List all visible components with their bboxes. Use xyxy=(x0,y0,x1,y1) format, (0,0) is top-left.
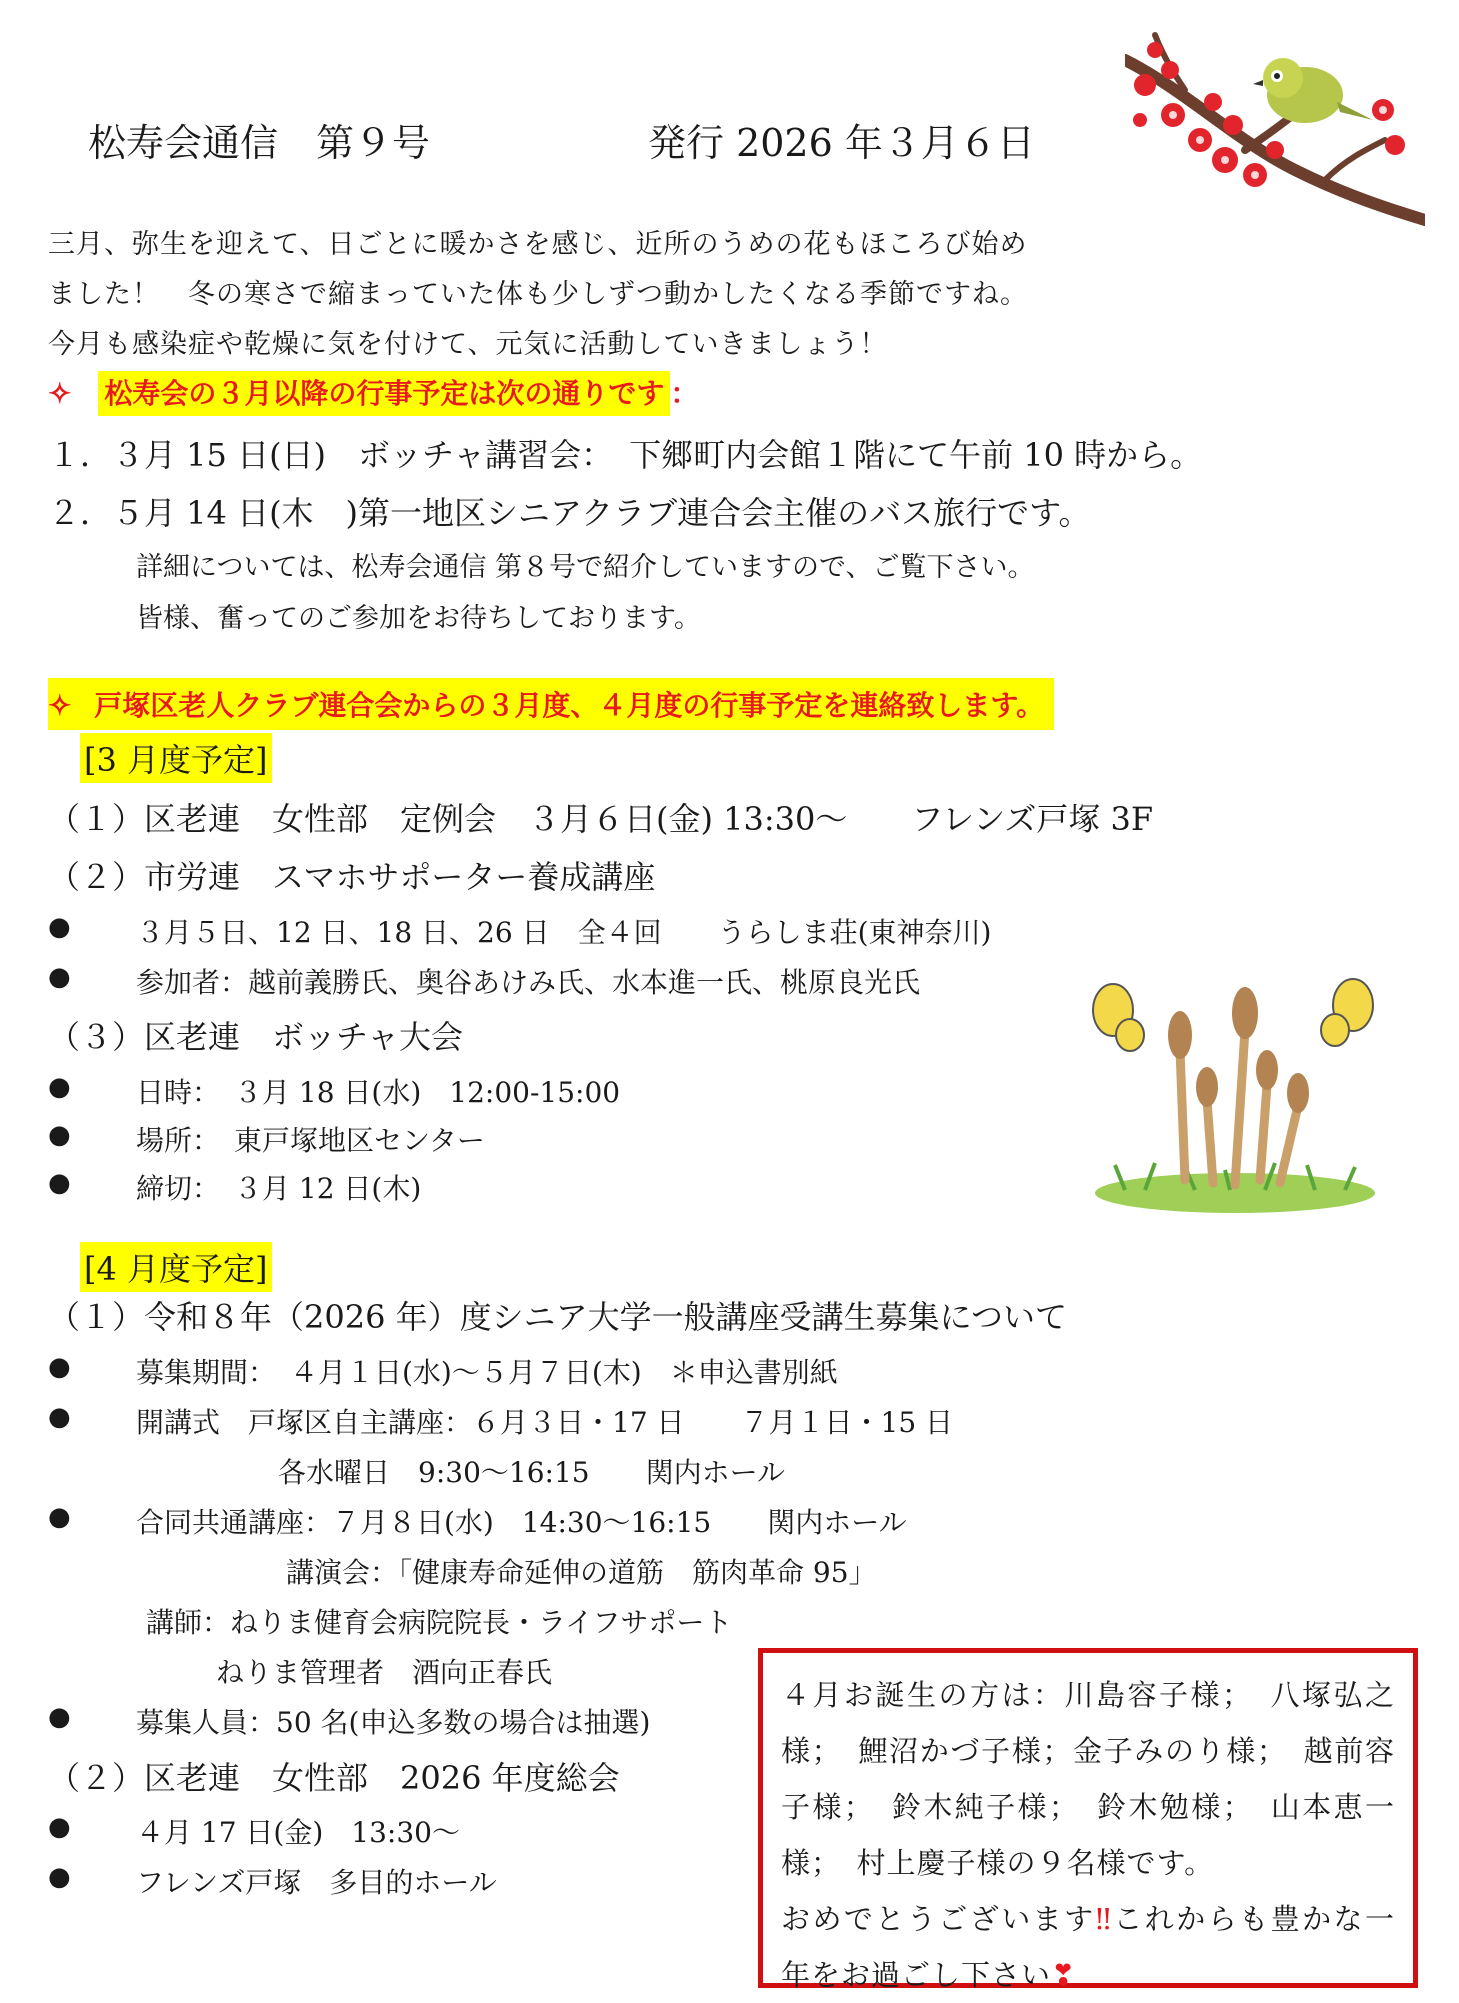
march-item-1: （１）区老連 女性部 定例会 ３月６日(金) 13:30～ フレンズ戸塚 3F xyxy=(48,800,1154,838)
march-label: [3 月度予定] xyxy=(80,733,272,783)
bullet-icon: ● xyxy=(48,1072,71,1102)
section1-heading-text: 松寿会の３月以降の行事予定は次の通りです xyxy=(98,371,670,416)
section2-heading xyxy=(48,678,1054,730)
bullet-icon: ● xyxy=(48,1702,71,1732)
march-item-2-bullet-1: ３月５日、12 日、18 日、26 日 全４回 うらしま荘(東神奈川) xyxy=(136,916,992,949)
march-item-3-bullet-1: 日時： ３月 18 日(水) 12:00-15:00 xyxy=(136,1076,621,1109)
section1-item-1: １．３月 15 日(日) ボッチャ講習会： 下郷町内会館１階にて午前 10 時から。 xyxy=(48,436,1203,474)
bullet-icon: ● xyxy=(48,912,71,942)
march-item-2: （２）市労連 スマホサポーター養成講座 xyxy=(48,858,656,896)
bullet-icon: ● xyxy=(48,1862,71,1892)
bullet-icon: ● xyxy=(48,1502,71,1532)
section1-heading: ✧ 松寿会の３月以降の行事予定は次の通りです ： xyxy=(48,372,698,412)
butterfly-horsetail-illustration xyxy=(1085,975,1385,1215)
issue-date: 発行 2026 年３月６日 xyxy=(648,121,1035,165)
newsletter-title: 松寿会通信 第９号 xyxy=(88,121,431,165)
bullet-icon: ● xyxy=(48,1352,71,1382)
intro-line-1: 三月、弥生を迎えて、日ごとに暖かさを感じ、近所のうめの花もほころび始め xyxy=(48,229,1028,260)
april-item-1: （１）令和８年（2026 年）度シニア大学一般講座受講生募集について xyxy=(48,1298,1067,1336)
lecturer-cont: ねりま管理者 酒向正春氏 xyxy=(216,1656,553,1689)
april-bullet-3: 合同共通講座：７月８日(水) 14:30～16:15 関内ホール xyxy=(136,1506,907,1539)
april-item-2-bullet-2: フレンズ戸塚 多目的ホール xyxy=(136,1866,497,1899)
heart-icon: ❣ xyxy=(1051,1958,1077,1992)
april-bullet-3-cont: 講演会：「健康寿命延伸の道筋 筋肉革命 95」 xyxy=(286,1556,877,1589)
birthday-box xyxy=(758,1648,1418,1992)
march-item-3-bullet-3: 締切： ３月 12 日(木) xyxy=(136,1172,422,1205)
section1-note-1: 詳細については、松寿会通信 第８号で紹介していますので、ご覧下さい。 xyxy=(136,552,1035,583)
intro-line-3: 今月も感染症や乾燥に気を付けて、元気に活動していきましょう！ xyxy=(48,329,888,360)
april-bullet-2: 開講式 戸塚区自主講座：６月３日・17 日 ７月１日・15 日 xyxy=(136,1406,954,1439)
birthday-text: ４月お誕生の方は：川島容子様； 八塚弘之様； 鯉沼かづ子様；金子みのり様； 越前容子様； 鈴木純子様； 鈴木勉様； 山本恵一様； 村上慶子様の９名様です。 xyxy=(781,1678,1395,1880)
march-item-2-bullet-2: 参加者：越前義勝氏、奥谷あけみ氏、水本進一氏、桃原良光氏 xyxy=(136,966,921,999)
section2-heading-text: 戸塚区老人クラブ連合会からの３月度、４月度の行事予定を連絡致します。 xyxy=(94,689,1045,722)
birthday-greeting: おめでとうございます‼これからも豊かな一年をお過ごし下さい❣ xyxy=(781,1902,1395,1992)
exclamation-icon: ‼ xyxy=(1095,1902,1114,1936)
bullet-icon: ● xyxy=(48,1120,71,1150)
march-item-3: （３）区老連 ボッチャ大会 xyxy=(48,1018,464,1056)
april-bullet-1: 募集期間： ４月１日(水)～５月７日(木) ＊申込書別紙 xyxy=(136,1356,838,1389)
section1-item-2: ２．５月 14 日(木 )第一地区シニアクラブ連合会主催のバス旅行です。 xyxy=(48,494,1091,532)
star-icon: ✧ xyxy=(48,689,72,722)
lecturer: 講師：ねりま健育会病院院長・ライフサポート xyxy=(146,1606,733,1639)
plum-blossom-bird-illustration xyxy=(1125,20,1425,230)
march-item-3-bullet-2: 場所： 東戸塚地区センター xyxy=(136,1124,485,1157)
bullet-icon: ● xyxy=(48,1402,71,1432)
intro-line-2: ました！ 冬の寒さで縮まっていた体も少しずつ動かしたくなる季節ですね。 xyxy=(48,279,1028,310)
april-bullet-2-cont: 各水曜日 9:30～16:15 関内ホール xyxy=(278,1456,786,1489)
star-icon: ✧ xyxy=(48,377,72,410)
bullet-icon: ● xyxy=(48,1168,71,1198)
april-label: [4 月度予定] xyxy=(80,1242,272,1292)
bullet-icon: ● xyxy=(48,1812,71,1842)
april-item-2-bullet-1: ４月 17 日(金) 13:30～ xyxy=(136,1816,460,1849)
section1-note-2: 皆様、奮ってのご参加をお待ちしております。 xyxy=(136,603,701,634)
april-item-2: （２）区老連 女性部 2026 年度総会 xyxy=(48,1759,620,1797)
april-bullet-4: 募集人員：50 名(申込多数の場合は抽選) xyxy=(136,1706,651,1739)
bullet-icon: ● xyxy=(48,962,71,992)
